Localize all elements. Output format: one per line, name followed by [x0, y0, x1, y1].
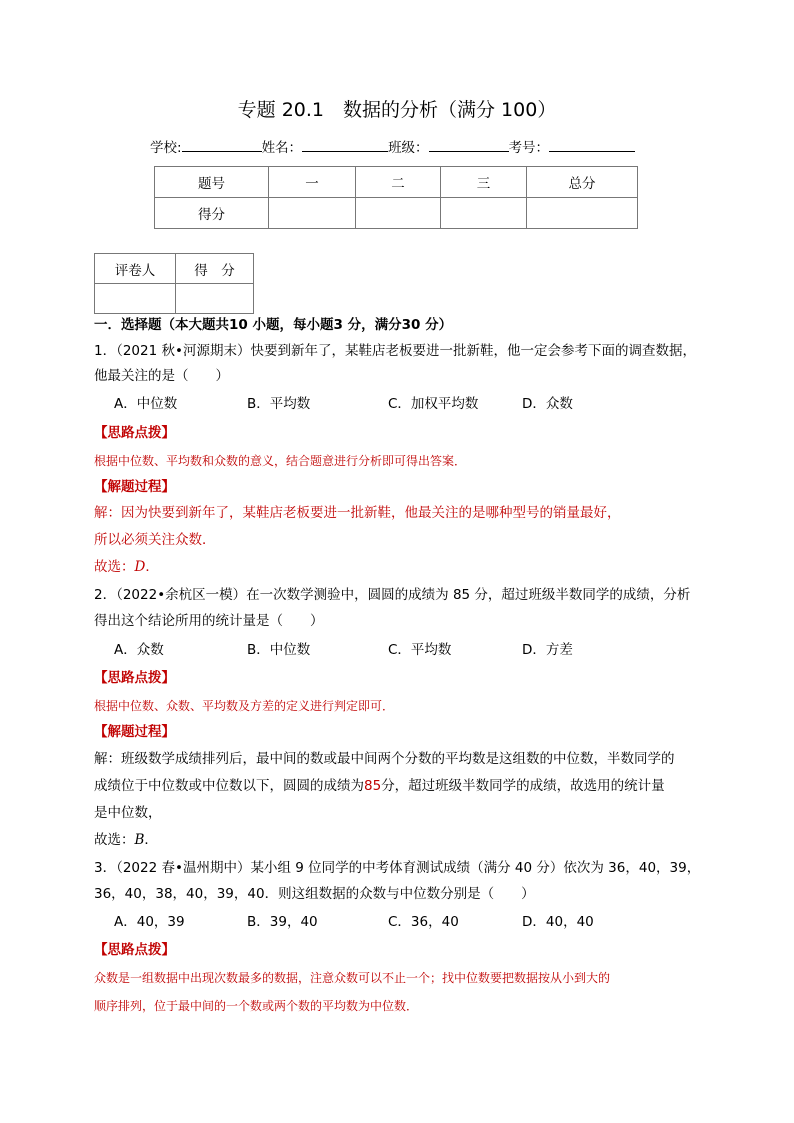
score-cell[interactable]	[527, 198, 638, 229]
q1-hint-label: 【思路点拨】	[94, 425, 175, 441]
score-row-label: 得分	[155, 198, 269, 229]
q1-answer-prefix: 故选：	[94, 559, 135, 575]
score-header-cell: 题号	[155, 167, 269, 198]
q3-option-a[interactable]: A．40，39	[114, 914, 185, 930]
q2-option-d[interactable]: D．方差	[522, 642, 573, 658]
q2-hint-text: 根据中位数、众数、平均数及方差的定义进行判定即可．	[94, 699, 395, 713]
q2-option-b[interactable]: B．中位数	[247, 642, 311, 658]
student-info-line	[150, 137, 635, 158]
q1-process-line1: 解：因为快要到新年了，某鞋店老板要进一批新鞋，他最关注的是哪种型号的销量最好，	[94, 505, 621, 521]
q2-stem-line2: 得出这个结论所用的统计量是（ ）	[94, 613, 324, 629]
q1-option-a[interactable]: A．中位数	[114, 396, 178, 412]
name-field[interactable]	[302, 137, 388, 152]
q1-option-c[interactable]: C．加权平均数	[388, 396, 479, 412]
q2-option-c[interactable]: C．平均数	[388, 642, 452, 658]
section-heading: 一．选择题（本大题共10 小题，每小题3 分，满分30 分）	[94, 317, 453, 333]
grader-header-cell: 得 分	[176, 254, 254, 284]
grader-table	[94, 253, 254, 314]
q1-hint-text: 根据中位数、平均数和众数的意义，结合题意进行分析即可得出答案．	[94, 454, 467, 468]
score-header-cell: 总分	[527, 167, 638, 198]
q3-hint-label: 【思路点拨】	[94, 942, 175, 958]
score-header-cell: 一	[269, 167, 356, 198]
score-table	[154, 166, 638, 229]
page-title: 专题 20.1 数据的分析（满分 100）	[237, 99, 557, 121]
score-table-score-row	[155, 198, 638, 229]
q2-process-line1: 解：班级数学成绩排列后，最中间的数或最中间两个分数的平均数是这组数的中位数，半数同学的	[94, 751, 675, 767]
grader-value-row	[95, 284, 254, 314]
q2-process-line3: 是中位数，	[94, 805, 162, 821]
q1-stem-line1: 1．（2021 秋•河源期末）快要到新年了，某鞋店老板要进一批新鞋，他一定会参考下面的调查数据，	[94, 343, 696, 359]
q1-answer-suffix: ．	[145, 559, 159, 575]
q2-stem-line1: 2．（2022•余杭区一模）在一次数学测验中，圆圆的成绩为 85 分，超过班级半数同学的成绩，分析	[94, 587, 691, 603]
score-cell[interactable]	[441, 198, 527, 229]
grader-header-row	[95, 254, 254, 284]
q1-option-d[interactable]: D．众数	[522, 396, 573, 412]
name-label: 姓名：	[261, 140, 303, 156]
q1-answer-letter: D	[134, 559, 146, 575]
grader-cell[interactable]	[176, 284, 254, 314]
school-label: 学校:	[150, 140, 182, 156]
class-field[interactable]	[429, 137, 509, 152]
q2-answer-letter: B	[134, 832, 145, 848]
score-table-header-row	[155, 167, 638, 198]
q2-process-line2-a: 成绩位于中位数或中位数以下，圆圆的成绩为	[94, 778, 364, 794]
q3-option-c[interactable]: C．36，40	[388, 914, 459, 930]
q2-process-line2	[94, 776, 665, 796]
q1-process-line2: 所以必须关注众数．	[94, 532, 216, 548]
score-cell[interactable]	[269, 198, 356, 229]
exam-no-field[interactable]	[549, 137, 635, 152]
q2-answer-prefix: 故选：	[94, 832, 135, 848]
q1-process-label: 【解题过程】	[94, 479, 175, 495]
q1-answer	[94, 557, 159, 577]
q2-answer	[94, 830, 158, 850]
q2-process-score: 85	[364, 778, 382, 794]
grader-header-cell: 评卷人	[95, 254, 176, 284]
q3-option-b[interactable]: B．39，40	[247, 914, 318, 930]
q3-hint-line1: 众数是一组数据中出现次数最多的数据，注意众数可以不止一个；找中位数要把数据按从小到大的	[94, 971, 611, 985]
school-field[interactable]	[182, 137, 262, 152]
q3-option-d[interactable]: D．40，40	[522, 914, 594, 930]
q1-stem-line2: 他最关注的是（ ）	[94, 368, 229, 384]
q2-process-label: 【解题过程】	[94, 724, 175, 740]
grader-cell[interactable]	[95, 284, 176, 314]
q3-hint-line2: 顺序排列，位于最中间的一个数或两个数的平均数为中位数．	[94, 999, 419, 1013]
score-cell[interactable]	[356, 198, 441, 229]
q3-stem-line1: 3．（2022 春•温州期中）某小组 9 位同学的中考体育测试成绩（满分 40 分）依次为 36，40，39，	[94, 860, 701, 876]
score-header-cell: 三	[441, 167, 527, 198]
exam-no-label: 考号：	[508, 140, 550, 156]
q2-process-line2-b: 分，超过班级半数同学的成绩，故选用的统计量	[381, 778, 665, 794]
q1-option-b[interactable]: B．平均数	[247, 396, 311, 412]
q2-hint-label: 【思路点拨】	[94, 670, 175, 686]
q3-stem-line2: 36，40，38，40，39，40．则这组数据的众数与中位数分别是（ ）	[94, 886, 535, 902]
q2-answer-suffix: ．	[144, 832, 158, 848]
class-label: 班级：	[388, 140, 429, 156]
q2-option-a[interactable]: A．众数	[114, 642, 164, 658]
score-header-cell: 二	[356, 167, 441, 198]
